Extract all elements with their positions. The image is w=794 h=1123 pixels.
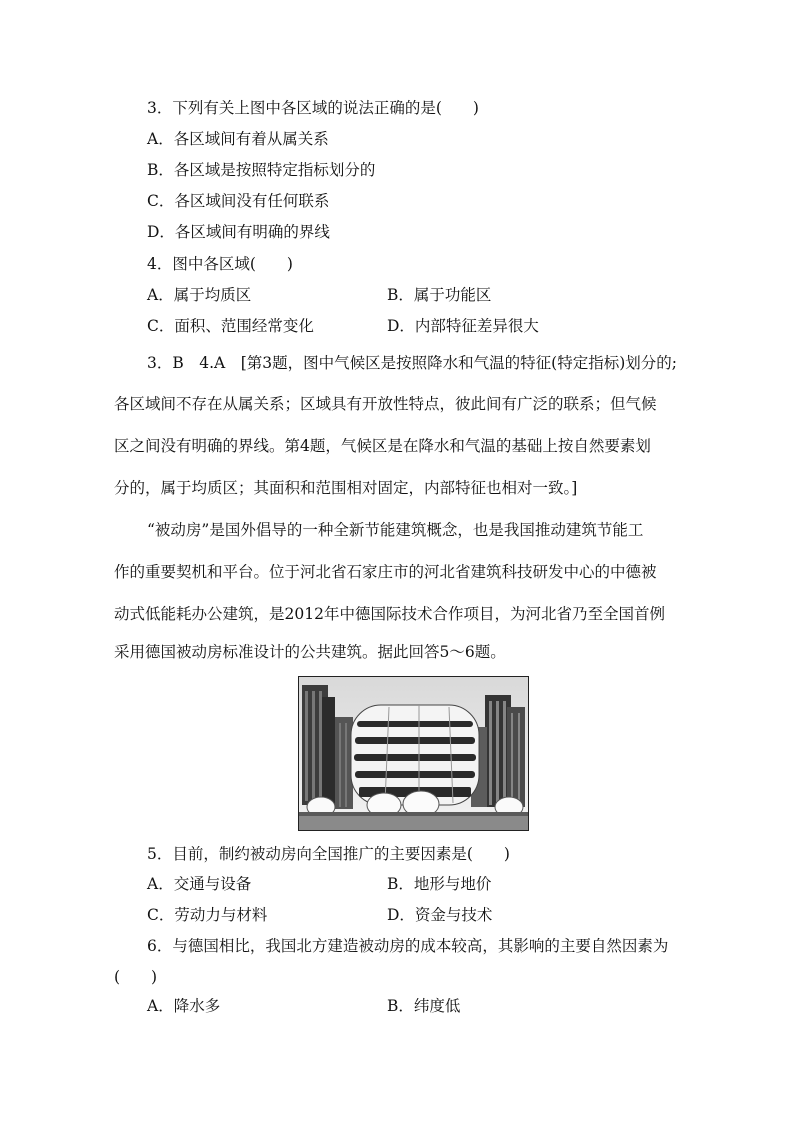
q6-option-b: B．纬度低 [387, 997, 461, 1015]
answer-line-2: 各区域间不存在从属关系；区域具有开放性特点，彼此间有广泛的联系；但气候 [114, 395, 657, 413]
q3-option-b: B．各区域是按照特定指标划分的 [147, 161, 376, 179]
passive-house-photo [298, 676, 529, 831]
q3-stem: 3．下列有关上图中各区域的说法正确的是( ) [147, 99, 479, 117]
q3-option-d: D．各区域间有明确的界线 [147, 223, 330, 241]
passage-line-2: 作的重要契机和平台。位于河北省石家庄市的河北省建筑科技研发中心的中德被 [114, 563, 657, 581]
answer-line-4: 分的，属于均质区；其面积和范围相对固定，内部特征也相对一致。] [114, 479, 578, 497]
q5-option-a: A．交通与设备 [147, 875, 252, 893]
passage-line-4: 采用德国被动房标准设计的公共建筑。据此回答5～6题。 [114, 643, 506, 661]
q5-option-d: D．资金与技术 [387, 906, 493, 924]
answer-line-1: 3．B 4.A [第3题，图中气候区是按照降水和气温的特征(特定指标)划分的; [147, 354, 677, 372]
answer-line-3: 区之间没有明确的界线。第4题，气候区是在降水和气温的基础上按自然要素划 [114, 437, 651, 455]
q5-option-b: B．地形与地价 [387, 875, 492, 893]
q4-option-d: D．内部特征差异很大 [387, 317, 539, 335]
q3-option-a: A．各区域间有着从属关系 [147, 130, 329, 148]
q6-stem-cont: ( ) [114, 968, 158, 986]
q3-option-c: C．各区域间没有任何联系 [147, 192, 330, 210]
q4-option-c: C．面积、范围经常变化 [147, 317, 314, 335]
q4-option-b: B．属于功能区 [387, 286, 492, 304]
q4-stem: 4．图中各区域( ) [147, 255, 293, 273]
q6-option-a: A．降水多 [147, 997, 221, 1015]
passage-line-1: “被动房”是国外倡导的一种全新节能建筑概念，也是我国推动建筑节能工 [147, 521, 644, 539]
passage-line-3: 动式低能耗办公建筑，是2012年中德国际技术合作项目，为河北省乃至全国首例 [114, 605, 665, 623]
q6-stem: 6．与德国相比，我国北方建造被动房的成本较高，其影响的主要自然因素为 [147, 937, 669, 955]
q5-option-c: C．劳动力与材料 [147, 906, 268, 924]
q4-option-a: A．属于均质区 [147, 286, 252, 304]
q5-stem: 5．目前，制约被动房向全国推广的主要因素是( ) [147, 845, 510, 863]
